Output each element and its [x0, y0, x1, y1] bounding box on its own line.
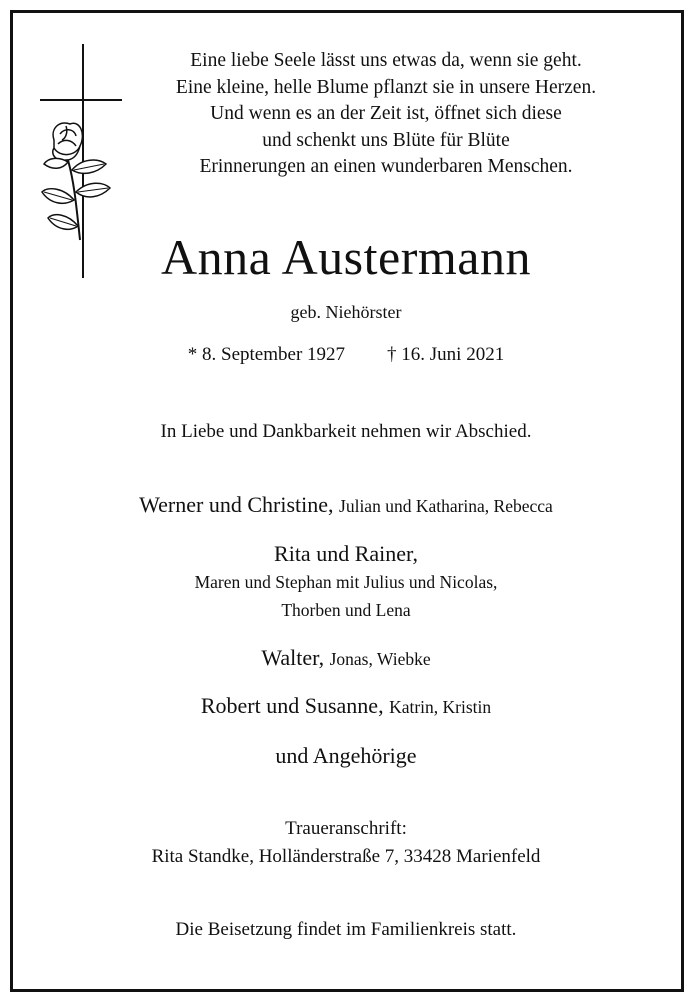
poem-line: und schenkt uns Blüte für Blüte	[262, 129, 510, 151]
family-line: und Angehörige	[275, 743, 417, 768]
family-line	[0, 492, 692, 518]
farewell-text: In Liebe und Dankbarkeit nehmen wir Abschied.	[160, 421, 532, 442]
poem-line: Eine kleine, helle Blume pflanzt sie in unsere Herzen.	[175, 76, 597, 98]
family-line	[0, 645, 692, 671]
family-sub: Thorben und Lena	[281, 600, 411, 620]
family-main: Werner und Christine,	[139, 492, 334, 517]
birth-name: geb. Niehörster	[290, 302, 402, 322]
poem-line: Erinnerungen an einen wunderbaren Menschen.	[199, 156, 573, 177]
family-line	[0, 541, 692, 567]
birth-date: * 8. September 1927	[187, 344, 346, 365]
funeral-note: Die Beisetzung findet im Familienkreis statt.	[175, 919, 517, 940]
family-main: Walter,	[261, 645, 325, 670]
poem-line: Und wenn es an der Zeit ist, öffnet sich diese	[210, 103, 562, 124]
family-sub: Katrin, Kristin	[389, 697, 492, 717]
poem-line: Eine liebe Seele lässt uns etwas da, wenn sie geht.	[190, 50, 582, 71]
family-sub: Julian und Katharina, Rebecca	[339, 496, 553, 516]
deceased-name: Anna Austermann	[161, 229, 531, 285]
family-line	[0, 693, 692, 719]
address-label: Traueranschrift:	[285, 818, 407, 839]
family-main: Robert und Susanne,	[200, 693, 384, 718]
family-sub: Maren und Stephan mit Julius und Nicolas,	[194, 572, 498, 592]
life-dates	[0, 344, 692, 366]
family-main: Rita und Rainer,	[274, 541, 418, 566]
family-sub: Jonas, Wiebke	[329, 649, 431, 669]
poem	[80, 48, 692, 181]
death-date: † 16. Juni 2021	[387, 344, 505, 365]
address-value: Rita Standke, Holländerstraße 7, 33428 Marienfeld	[151, 846, 541, 867]
